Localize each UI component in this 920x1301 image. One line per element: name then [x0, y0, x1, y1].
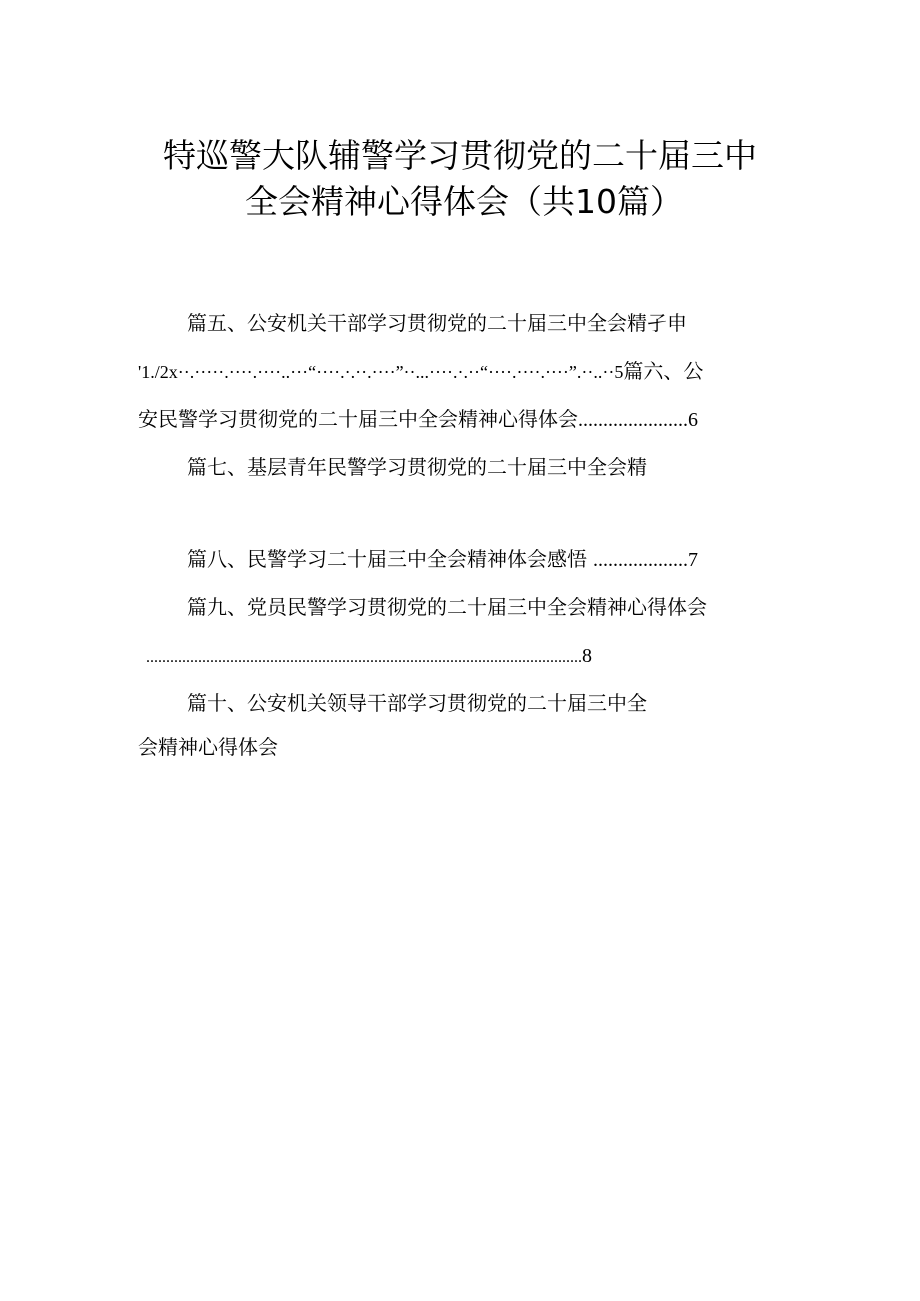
toc-item-9-leader-dots: ............................................................................................................. [146, 649, 582, 666]
toc-item-8-page-number: 7 [688, 549, 698, 571]
toc-item-5-line-1: 篇五、公安机关干部学习贯彻党的二十届三中全会精孑申 [187, 311, 687, 335]
toc-item-8-line [187, 544, 698, 575]
document-title-line-2: 全会精神心得体会（共10篇） [245, 182, 683, 221]
toc-item-6-leader-dots: ...................... [578, 409, 688, 431]
toc-item-6-text: 安民警学习贯彻党的二十届三中全会精神心得体会 [138, 407, 578, 431]
toc-item-6-label: 篇六、公 [623, 359, 704, 383]
toc-item-5-garbled-leader: '1./2x··.·····.····.····..···“····.·.··.····”··...····.·.··“····.····.····”.··..··5 [138, 362, 624, 382]
toc-item-8-leader-dots: ................... [593, 549, 688, 571]
toc-item-6-line [138, 404, 698, 435]
toc-item-7-line-1: 篇七、基层青年民警学习贯彻党的二十届三中全会精 [187, 455, 647, 479]
toc-item-10-line-2: 会精神心得体会 [138, 735, 278, 759]
toc-item-6-page-number: 6 [688, 409, 698, 431]
toc-item-9-line-1: 篇九、党员民警学习贯彻党的二十届三中全会精神心得体会 [187, 595, 707, 619]
toc-item-10-line-1: 篇十、公安机关领导干部学习贯彻党的二十届三中全 [187, 691, 647, 715]
toc-item-9-page-number: 8 [582, 645, 592, 667]
toc-item-8-text: 篇八、民警学习二十届三中全会精神体会感悟 [187, 547, 587, 571]
document-title-line-1: 特巡警大队辅警学习贯彻党的二十届三中 [163, 136, 757, 175]
toc-item-5-line-2 [138, 356, 703, 387]
toc-item-9-line-2 [146, 640, 592, 673]
